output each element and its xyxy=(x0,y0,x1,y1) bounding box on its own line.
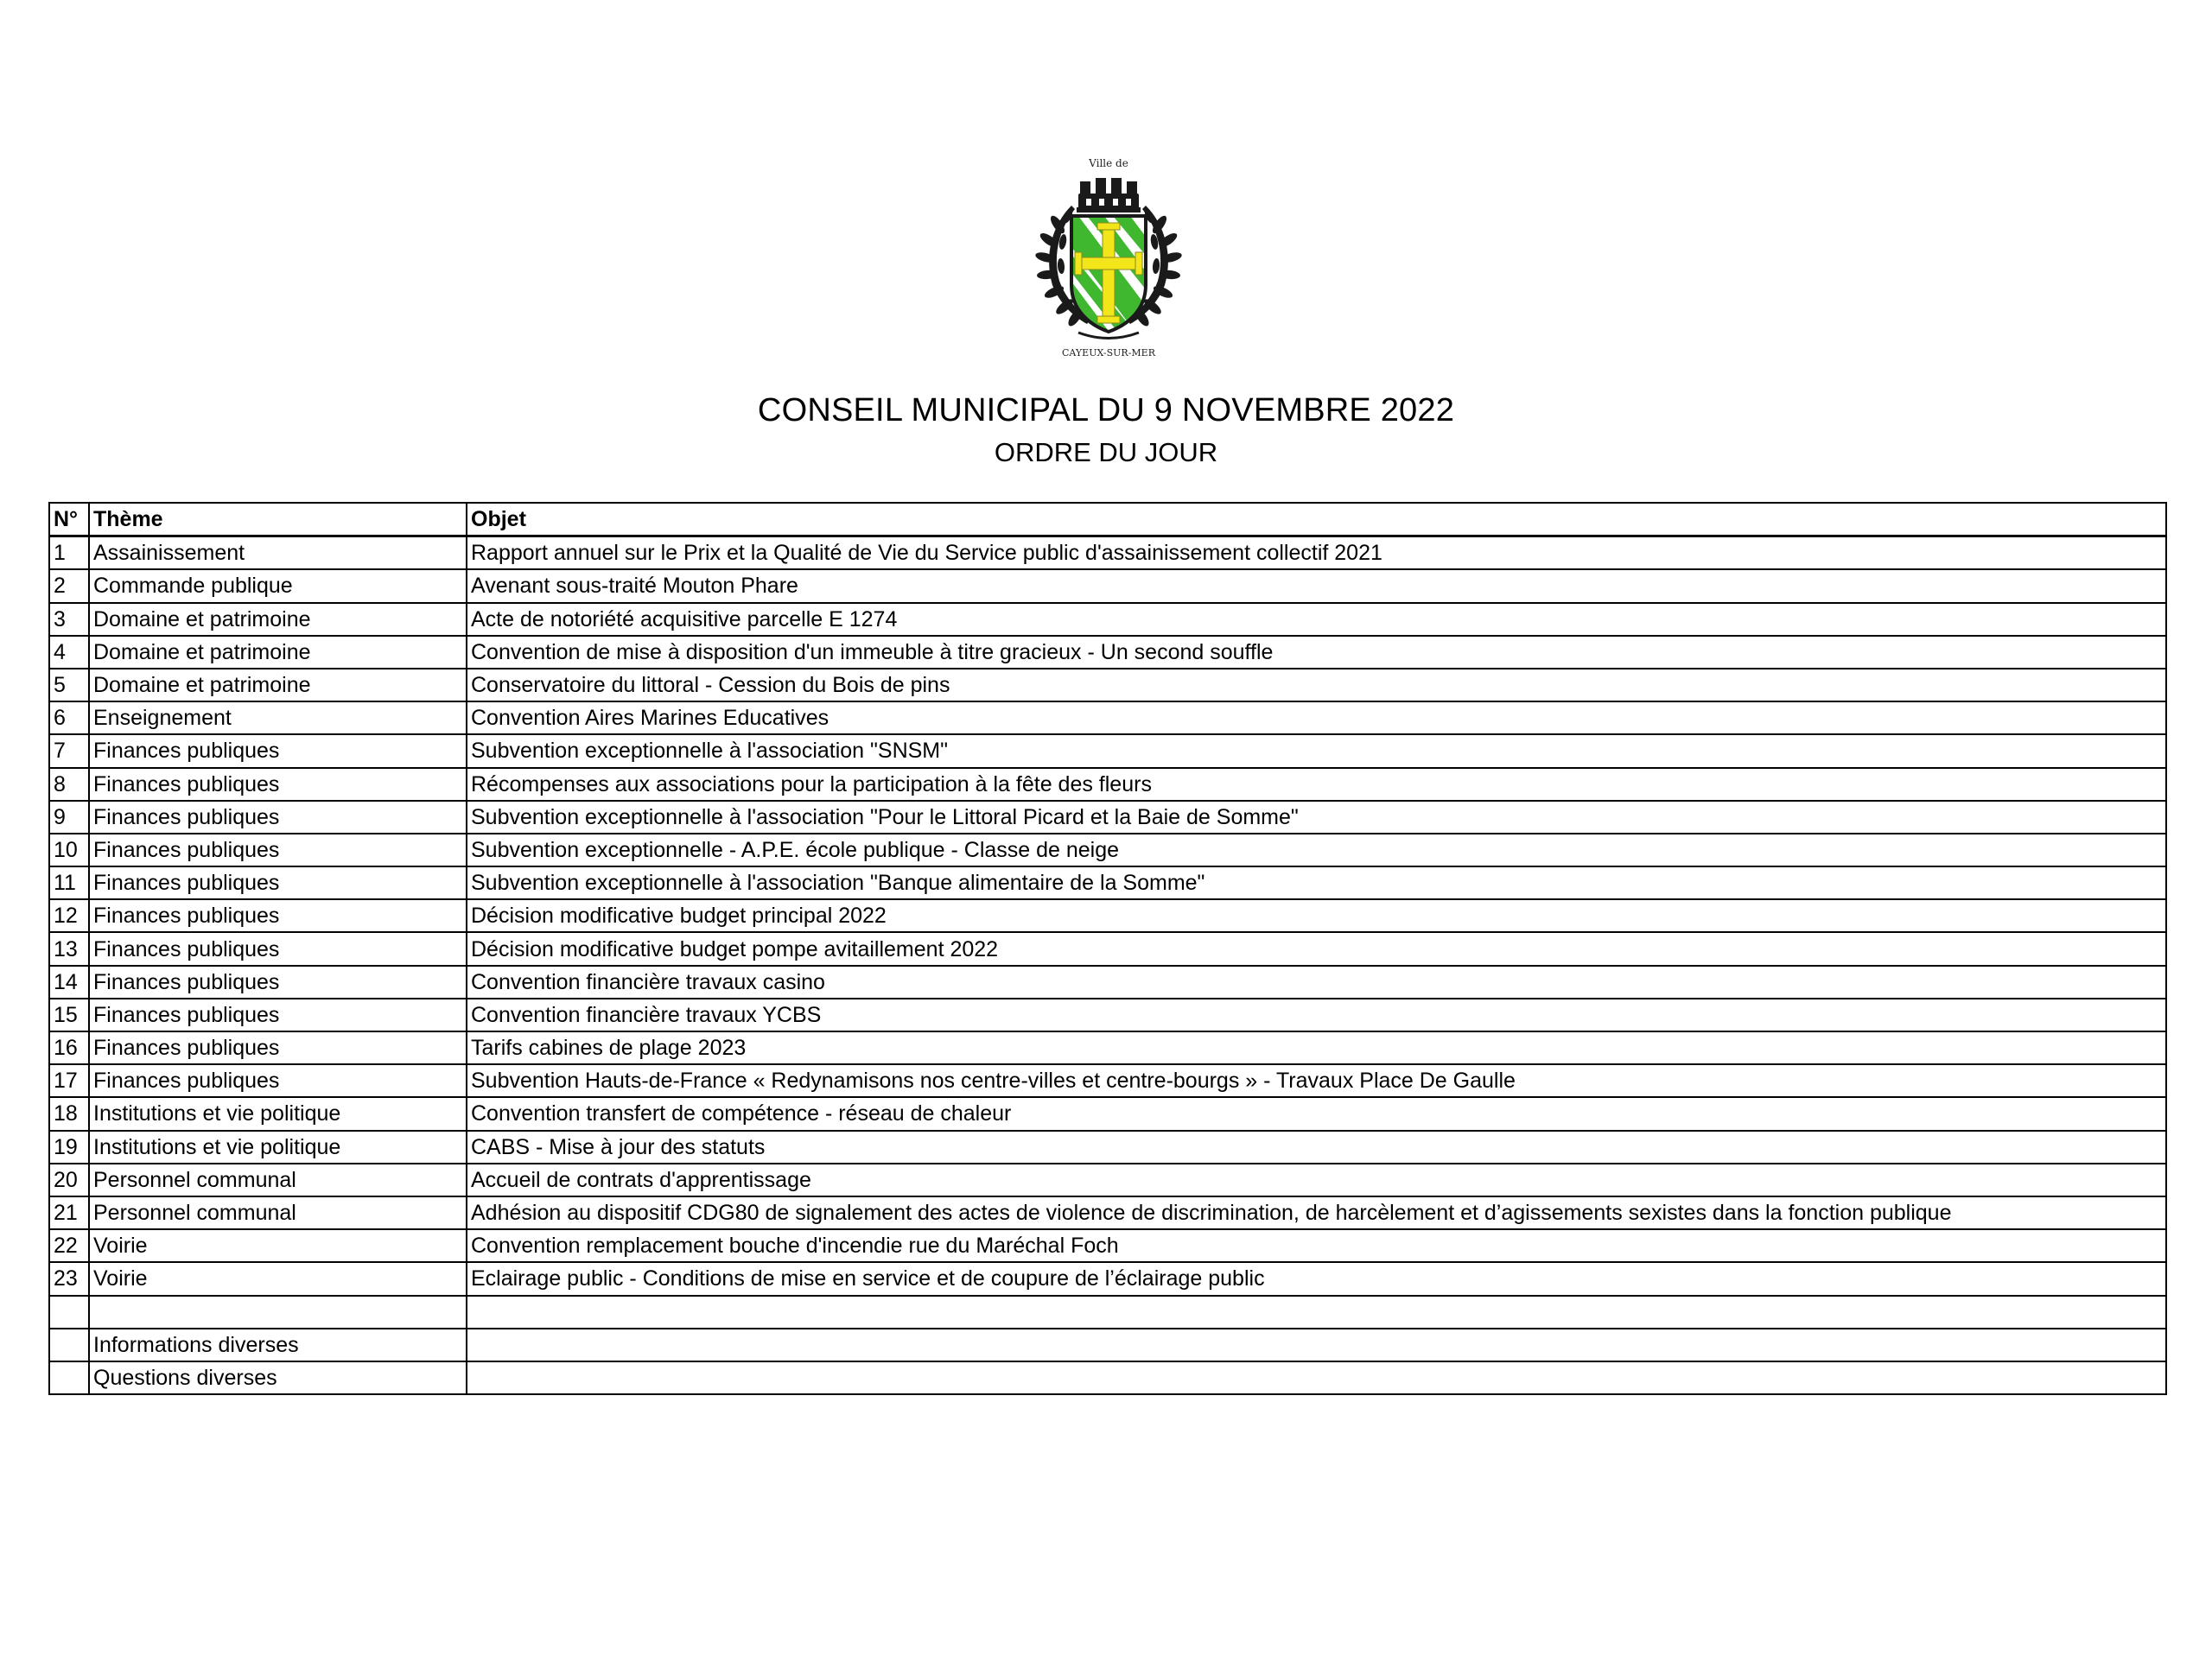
table-row xyxy=(49,701,2166,734)
row-num: 15 xyxy=(49,999,89,1031)
header-theme: Thème xyxy=(89,503,467,536)
row-objet: Subvention exceptionnelle - A.P.E. école publique - Classe de neige xyxy=(467,834,2166,866)
row-theme: Institutions et vie politique xyxy=(89,1131,467,1164)
row-num: 10 xyxy=(49,834,89,866)
row-theme: Institutions et vie politique xyxy=(89,1097,467,1130)
row-theme: Finances publiques xyxy=(89,899,467,932)
row-objet: Convention transfert de compétence - réseau de chaleur xyxy=(467,1097,2166,1130)
row-objet: Subvention Hauts-de-France « Redynamisons nos centre-villes et centre-bourgs » - Travaux Place De Gaulle xyxy=(467,1064,2166,1097)
row-objet: Acte de notoriété acquisitive parcelle E 1274 xyxy=(467,603,2166,636)
row-num: 7 xyxy=(49,734,89,767)
table-row xyxy=(49,1131,2166,1164)
row-num: 23 xyxy=(49,1262,89,1295)
row-objet: Décision modificative budget pompe avitaillement 2022 xyxy=(467,932,2166,965)
page-subtitle: ORDRE DU JOUR xyxy=(994,437,1218,467)
agenda-table-header xyxy=(49,503,2166,536)
row-objet: Subvention exceptionnelle à l'association "Banque alimentaire de la Somme" xyxy=(467,866,2166,899)
table-row xyxy=(49,1031,2166,1064)
row-num: 14 xyxy=(49,966,89,999)
table-row xyxy=(49,1164,2166,1196)
row-num: 4 xyxy=(49,636,89,669)
row-num: 6 xyxy=(49,701,89,734)
table-row xyxy=(49,899,2166,932)
row-theme: Finances publiques xyxy=(89,866,467,899)
table-row xyxy=(49,734,2166,767)
page-title: CONSEIL MUNICIPAL DU 9 NOVEMBRE 2022 xyxy=(757,392,1455,428)
city-coat-of-arms-logo xyxy=(1018,155,1199,363)
table-row xyxy=(49,569,2166,602)
row-objet: Avenant sous-traité Mouton Phare xyxy=(467,569,2166,602)
row-objet: Eclairage public - Conditions de mise en service et de coupure de l’éclairage public xyxy=(467,1262,2166,1295)
row-num: 5 xyxy=(49,669,89,701)
row-objet xyxy=(467,1296,2166,1329)
table-row xyxy=(49,768,2166,801)
row-num: 11 xyxy=(49,866,89,899)
row-theme: Finances publiques xyxy=(89,932,467,965)
row-num: 19 xyxy=(49,1131,89,1164)
table-row xyxy=(49,1329,2166,1361)
row-objet: Rapport annuel sur le Prix et la Qualité de Vie du Service public d'assainissement collectif 2021 xyxy=(467,536,2166,570)
row-num: 21 xyxy=(49,1196,89,1229)
row-objet: Convention de mise à disposition d'un immeuble à titre gracieux - Un second souffle xyxy=(467,636,2166,669)
header-objet: Objet xyxy=(467,503,2166,536)
table-row xyxy=(49,1196,2166,1229)
table-row xyxy=(49,536,2166,570)
row-num xyxy=(49,1329,89,1361)
row-theme: Personnel communal xyxy=(89,1164,467,1196)
row-theme: Voirie xyxy=(89,1229,467,1262)
row-num: 20 xyxy=(49,1164,89,1196)
coat-of-arms-icon xyxy=(1018,155,1199,363)
row-num: 12 xyxy=(49,899,89,932)
table-row xyxy=(49,866,2166,899)
row-objet: Conservatoire du littoral - Cession du Bois de pins xyxy=(467,669,2166,701)
row-num: 3 xyxy=(49,603,89,636)
row-theme: Domaine et patrimoine xyxy=(89,603,467,636)
table-row xyxy=(49,603,2166,636)
row-objet: Convention financière travaux casino xyxy=(467,966,2166,999)
row-theme: Assainissement xyxy=(89,536,467,570)
row-theme: Finances publiques xyxy=(89,1031,467,1064)
logo-bottom-text: CAYEUX-SUR-MER xyxy=(1061,347,1156,358)
row-num: 17 xyxy=(49,1064,89,1097)
row-num: 16 xyxy=(49,1031,89,1064)
row-objet: Accueil de contrats d'apprentissage xyxy=(467,1164,2166,1196)
header-row xyxy=(49,503,2166,536)
row-objet: CABS - Mise à jour des statuts xyxy=(467,1131,2166,1164)
row-theme: Finances publiques xyxy=(89,999,467,1031)
agenda-table-body xyxy=(49,536,2166,1394)
row-theme: Informations diverses xyxy=(89,1329,467,1361)
row-num: 9 xyxy=(49,801,89,834)
row-objet: Convention Aires Marines Educatives xyxy=(467,701,2166,734)
row-theme: Finances publiques xyxy=(89,834,467,866)
table-row xyxy=(49,669,2166,701)
table-row xyxy=(49,1229,2166,1262)
table-row xyxy=(49,636,2166,669)
row-num: 22 xyxy=(49,1229,89,1262)
table-row xyxy=(49,1361,2166,1394)
header-num: N° xyxy=(49,503,89,536)
row-objet: Subvention exceptionnelle à l'association "SNSM" xyxy=(467,734,2166,767)
row-theme: Finances publiques xyxy=(89,801,467,834)
row-objet: Convention remplacement bouche d'incendie rue du Maréchal Foch xyxy=(467,1229,2166,1262)
agenda-table xyxy=(48,502,2167,1395)
row-objet: Décision modificative budget principal 2022 xyxy=(467,899,2166,932)
table-row xyxy=(49,999,2166,1031)
row-theme: Domaine et patrimoine xyxy=(89,636,467,669)
table-row xyxy=(49,932,2166,965)
row-objet: Adhésion au dispositif CDG80 de signalement des actes de violence de discrimination, de harcèlement et d’agissements sexistes dans la fonction publique xyxy=(467,1196,2166,1229)
row-num: 8 xyxy=(49,768,89,801)
row-theme: Domaine et patrimoine xyxy=(89,669,467,701)
row-objet: Subvention exceptionnelle à l'association "Pour le Littoral Picard et la Baie de Somme" xyxy=(467,801,2166,834)
row-num xyxy=(49,1361,89,1394)
row-num: 1 xyxy=(49,536,89,570)
row-theme: Enseignement xyxy=(89,701,467,734)
row-num: 13 xyxy=(49,932,89,965)
table-row xyxy=(49,1296,2166,1329)
row-theme: Personnel communal xyxy=(89,1196,467,1229)
row-objet xyxy=(467,1329,2166,1361)
table-row xyxy=(49,1064,2166,1097)
row-num: 2 xyxy=(49,569,89,602)
row-objet: Récompenses aux associations pour la participation à la fête des fleurs xyxy=(467,768,2166,801)
table-row xyxy=(49,1262,2166,1295)
row-theme: Finances publiques xyxy=(89,768,467,801)
row-theme xyxy=(89,1296,467,1329)
row-theme: Finances publiques xyxy=(89,734,467,767)
row-theme: Questions diverses xyxy=(89,1361,467,1394)
row-theme: Finances publiques xyxy=(89,966,467,999)
row-theme: Finances publiques xyxy=(89,1064,467,1097)
logo-top-text: Ville de xyxy=(1089,157,1128,169)
row-objet: Tarifs cabines de plage 2023 xyxy=(467,1031,2166,1064)
table-row xyxy=(49,1097,2166,1130)
table-row xyxy=(49,834,2166,866)
table-row xyxy=(49,801,2166,834)
row-objet: Convention financière travaux YCBS xyxy=(467,999,2166,1031)
row-num xyxy=(49,1296,89,1329)
row-num: 18 xyxy=(49,1097,89,1130)
row-theme: Voirie xyxy=(89,1262,467,1295)
table-row xyxy=(49,966,2166,999)
row-objet xyxy=(467,1361,2166,1394)
row-theme: Commande publique xyxy=(89,569,467,602)
